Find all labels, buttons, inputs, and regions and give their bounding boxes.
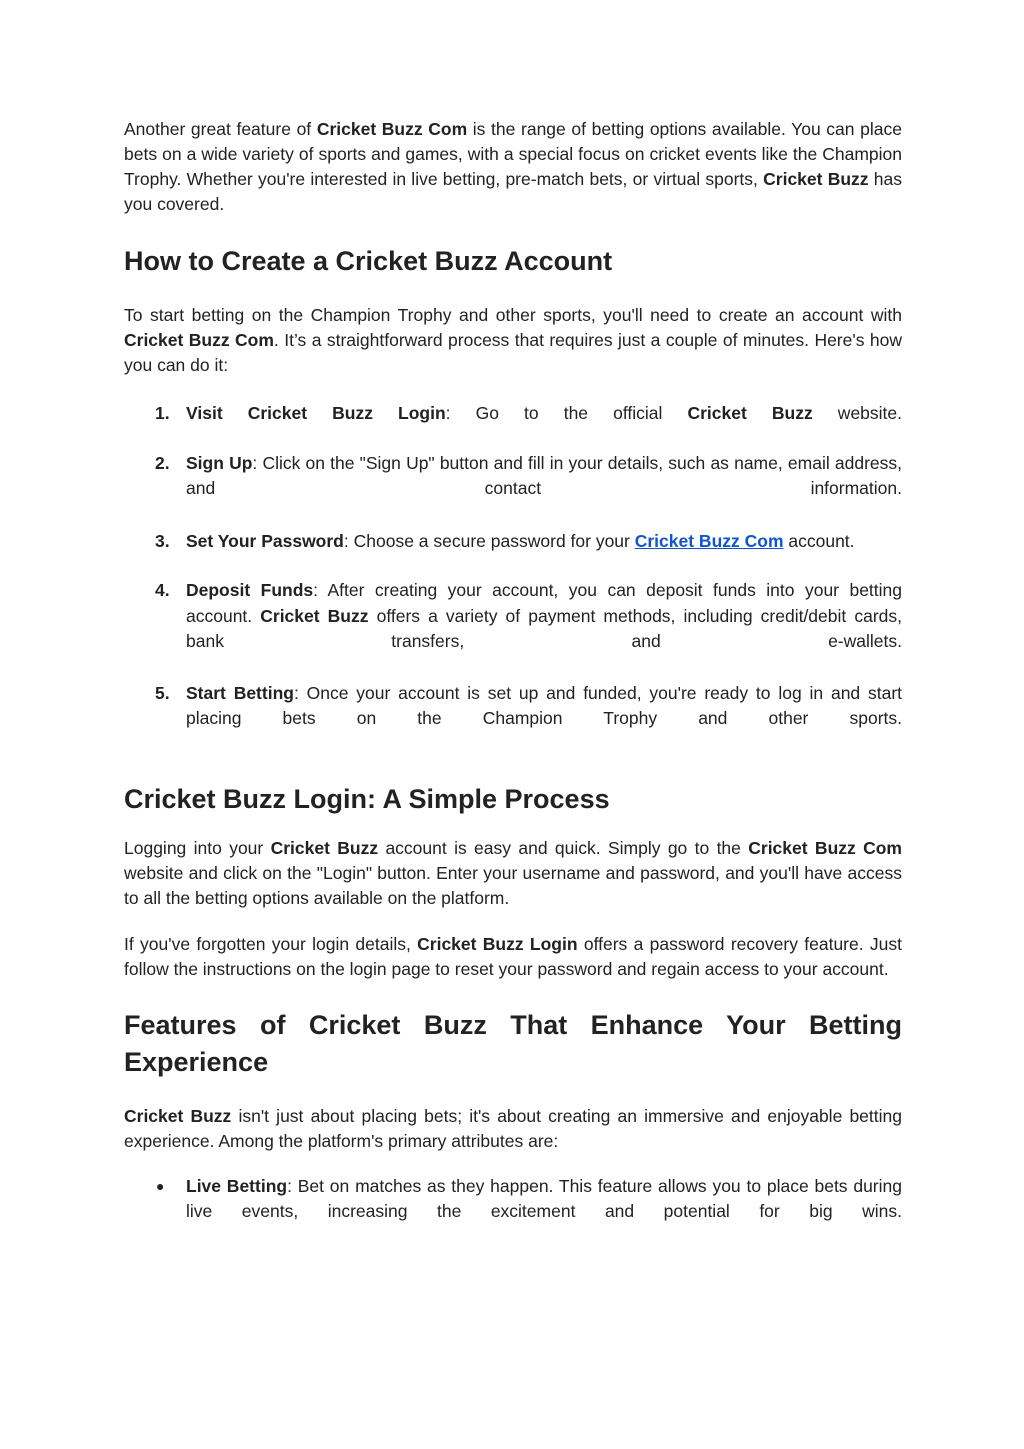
text: . It’s a straightforward process that requires just a couple of minutes. Here's how you can do it:	[124, 330, 902, 375]
steps-list	[124, 401, 902, 732]
text: offers a variety of payment methods, including credit/debit cards, bank transfers, and e-wallets.	[186, 605, 902, 651]
bold-text: Cricket Buzz	[260, 605, 369, 626]
list-item	[124, 681, 902, 732]
bold-text: Start Betting	[186, 682, 294, 703]
bold-text: Cricket Buzz Com	[748, 837, 902, 858]
features-list	[124, 1174, 902, 1225]
text: If you've forgotten your login details,	[124, 933, 418, 954]
bold-text: Cricket Buzz	[270, 837, 379, 858]
text: : Once your account is set up and funded, you're ready to log in and start placing bets on the Champion Trophy and other sports.	[186, 682, 903, 728]
list-item-text	[186, 401, 902, 427]
list-item	[124, 401, 902, 427]
text: has you covered.	[124, 169, 903, 214]
bold-text: Sign Up	[186, 452, 253, 473]
list-item-text	[186, 451, 902, 502]
text: website.	[812, 403, 903, 423]
intro-paragraph	[124, 117, 902, 217]
list-number: 1.	[155, 403, 170, 423]
text: : Click on the "Sign Up" button and fill in your details, such as name, email address, and contact information.	[186, 452, 903, 498]
bold-text: Cricket Buzz	[124, 1105, 232, 1126]
text: Logging into your	[124, 837, 271, 858]
text: Another great feature of	[124, 119, 317, 139]
text: is the range of betting options available. You can place bets on a wide variety of sports and games, with a special focus on cricket events like the Champion Trophy. Whether you're interested in live betting, pre-match bets, or virtual sports,	[124, 119, 902, 189]
bold-text: Set Your Password	[186, 530, 344, 551]
list-number: 5.	[155, 682, 170, 703]
text: account is easy and quick. Simply go to the	[378, 837, 749, 858]
list-number: 3.	[155, 530, 170, 551]
list-item-text	[186, 681, 902, 732]
text: : Choose a secure password for your	[343, 530, 635, 551]
bold-text: Cricket Buzz	[687, 403, 813, 423]
create-account-paragraph	[124, 303, 902, 378]
cricket-buzz-com-link[interactable]: Cricket Buzz Com	[634, 530, 784, 551]
text: : Go to the official	[445, 403, 688, 423]
login-paragraph	[124, 836, 902, 911]
heading-login-process: Cricket Buzz Login: A Simple Process	[124, 783, 610, 814]
list-item-text	[186, 578, 902, 655]
bold-text: Cricket Buzz Com	[316, 119, 468, 139]
list-number: 2.	[155, 452, 170, 473]
text: To start betting on the Champion Trophy and other sports, you'll need to create an account with	[124, 305, 902, 325]
text: account.	[783, 530, 855, 551]
bold-text: Cricket Buzz	[763, 169, 869, 189]
list-item	[124, 1174, 902, 1225]
bullet-icon: ●	[156, 1177, 165, 1194]
bold-text: Visit Cricket Buzz Login	[186, 403, 446, 423]
list-item	[124, 529, 902, 555]
heading-create-account: How to Create a Cricket Buzz Account	[124, 246, 613, 276]
bold-text: Cricket Buzz Com	[124, 330, 274, 350]
bold-text: Cricket Buzz Login	[417, 933, 578, 954]
bold-text: Deposit Funds	[186, 580, 314, 600]
text: : Bet on matches as they happen. This feature allows you to place bets during live events, increasing the excitement and potential for big wins.	[186, 1175, 902, 1221]
heading-features: Features of Cricket Buzz That Enhance Your Betting Experience	[124, 1009, 902, 1077]
text: : After creating your account, you can deposit funds into your betting account.	[186, 580, 903, 626]
features-paragraph	[124, 1104, 902, 1154]
document-page	[124, 117, 902, 1225]
list-item	[124, 451, 902, 502]
list-item	[124, 578, 902, 655]
list-item-text	[186, 1174, 902, 1225]
list-item-text	[186, 529, 902, 555]
bold-text: Live Betting	[186, 1175, 288, 1196]
list-number: 4.	[155, 580, 170, 600]
text: website and click on the "Login" button. Enter your username and password, and you'll have access to all the betting options available on the platform.	[124, 862, 902, 908]
text: offers a password recovery feature. Just follow the instructions on the login page to reset your password and regain access to your account.	[124, 933, 903, 979]
text: isn't just about placing bets; it's about creating an immersive and enjoyable betting experience. Among the platform's primary attributes are:	[124, 1105, 902, 1151]
password-recovery-paragraph	[124, 932, 902, 982]
